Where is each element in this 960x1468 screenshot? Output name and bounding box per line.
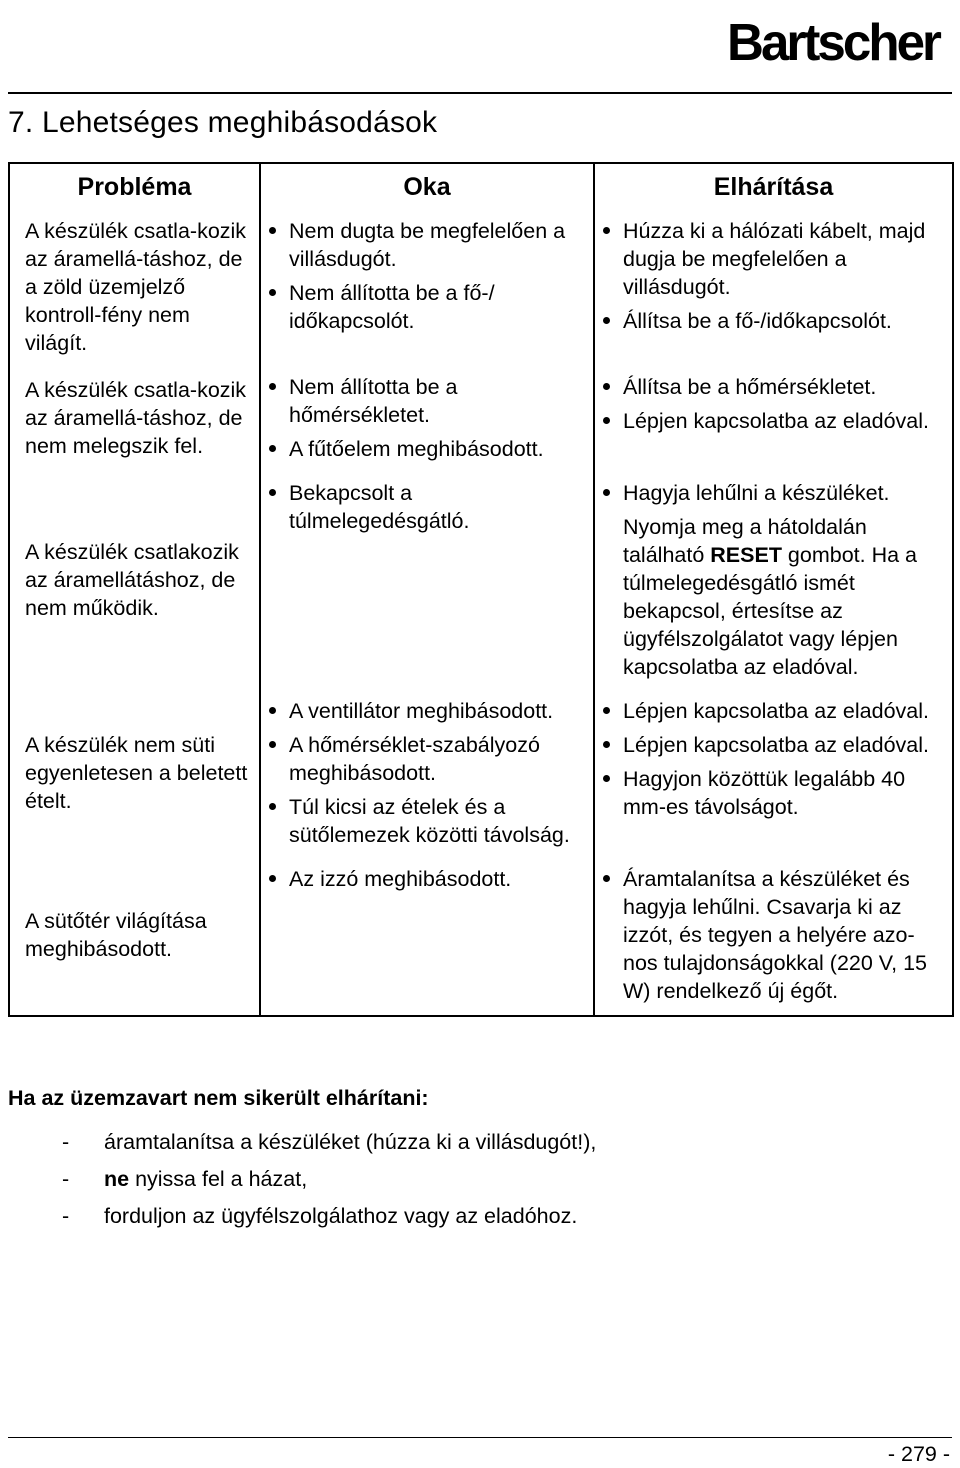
note-item: [62, 1202, 596, 1230]
remedy-item: Hagyjon közöttük legalább 40 mm-es távolságot.: [623, 765, 944, 821]
cause-item: A fűtőelem meghibásodott.: [289, 435, 585, 463]
problem-cell: A készülék nem süti egyenletesen a beletett ételt.: [25, 733, 248, 813]
header-problem: Probléma: [9, 163, 260, 211]
cause-cell: [260, 367, 594, 473]
remedy-detail: [623, 513, 944, 681]
header-cause: Oka: [260, 163, 594, 211]
remedy-detail-text: Nyomja meg a hátoldalán található: [623, 515, 867, 567]
remedy-item: Lépjen kapcsolatba az eladóval.: [623, 407, 944, 435]
remedy-item: Húzza ki a hálózati kábelt, majd dugja be megfelelően a villásdugót.: [623, 217, 944, 301]
table-header-row: [9, 163, 953, 211]
footer-rule: [8, 1437, 952, 1438]
header-rule: [8, 92, 952, 94]
remedy-item: Lépjen kapcsolatba az eladóval.: [623, 731, 944, 759]
cause-cell: [260, 859, 594, 1016]
table-row: [9, 859, 953, 1016]
problem-cell: A készülék csatla-kozik az áramellá-táshoz, de nem melegszik fel.: [25, 378, 247, 458]
remedy-item: Lépjen kapcsolatba az eladóval.: [623, 697, 944, 725]
note-item: [62, 1128, 596, 1156]
cause-item: Bekapcsolt a túlmelegedésgátló.: [289, 479, 585, 535]
note-item: [62, 1165, 596, 1193]
bartscher-logo: [727, 10, 942, 66]
reset-label: RESET: [710, 543, 782, 567]
header-remedy: Elhárítása: [594, 163, 953, 211]
table-row: [9, 211, 953, 368]
note-item-text: nyissa fel a házat,: [129, 1167, 308, 1191]
cause-item: Nem állította be a hőmérsékletet.: [289, 373, 585, 429]
cause-cell: [260, 211, 594, 368]
table-row: [9, 367, 953, 473]
cause-item: Túl kicsi az ételek és a sütőlemezek közötti távolság.: [289, 793, 585, 849]
note-item-text: áramtalanítsa a készüléket (húzza ki a villásdugót!),: [104, 1130, 597, 1154]
table-row: [9, 691, 953, 859]
cause-item: Nem dugta be megfelelően a villásdugót.: [289, 217, 585, 273]
note-item-emphasis: ne: [104, 1167, 130, 1191]
remedy-cell: [594, 859, 953, 1016]
table-row: [9, 473, 953, 691]
note-title: Ha az üzemzavart nem sikerült elhárítani:: [8, 1086, 429, 1110]
cause-item: A hőmérséklet-szabályozó meghibásodott.: [289, 731, 585, 787]
remedy-cell: [594, 367, 953, 473]
problem-cell: A sütőtér világítása meghibásodott.: [25, 909, 207, 961]
remedy-item: Áramtalanítsa a készüléket és hagyja lehűlni. Csavarja ki az izzót, és tegyen a helyére azo-nos tulajdonságokkal (220 V, 15 W) rendelkező új égőt.: [623, 865, 944, 1005]
cause-cell: [260, 691, 594, 859]
svg-text:Bartscher: Bartscher: [727, 14, 942, 66]
remedy-item-text: Hagyja lehűlni a készüléket.: [623, 481, 890, 505]
remedy-cell: [594, 473, 953, 691]
cause-item: Az izzó meghibásodott.: [289, 865, 585, 893]
cause-item: Nem állította be a fő-/ időkapcsolót.: [289, 279, 585, 335]
note-item-text: forduljon az ügyfélszolgálathoz vagy az eladóhoz.: [104, 1204, 578, 1228]
problem-cell: A készülék csatlakozik az áramellátáshoz, de nem működik.: [25, 540, 239, 620]
remedy-item: Állítsa be a fő-/időkapcsolót.: [623, 307, 944, 335]
cause-item: A ventillátor meghibásodott.: [289, 697, 585, 725]
remedy-detail-text: gombot. Ha a túlmelegedésgátló ismét bekapcsol, értesítse az ügyfélszolgálatot vagy lépjen kapcsolatba az eladóval.: [623, 543, 917, 679]
problem-cell: A készülék csatla-kozik az áramellá-táshoz, de a zöld üzemjelző kontroll-fény nem világít.: [25, 219, 247, 355]
remedy-cell: [594, 211, 953, 368]
page-number: - 279 -: [887, 1442, 950, 1466]
note-list: [62, 1128, 596, 1239]
cause-cell: [260, 473, 594, 691]
remedy-item: Állítsa be a hőmérsékletet.: [623, 373, 944, 401]
remedy-item: [623, 479, 944, 681]
section-title: 7. Lehetséges meghibásodások: [8, 106, 438, 139]
remedy-cell: [594, 691, 953, 859]
troubleshooting-table: [8, 162, 954, 1017]
